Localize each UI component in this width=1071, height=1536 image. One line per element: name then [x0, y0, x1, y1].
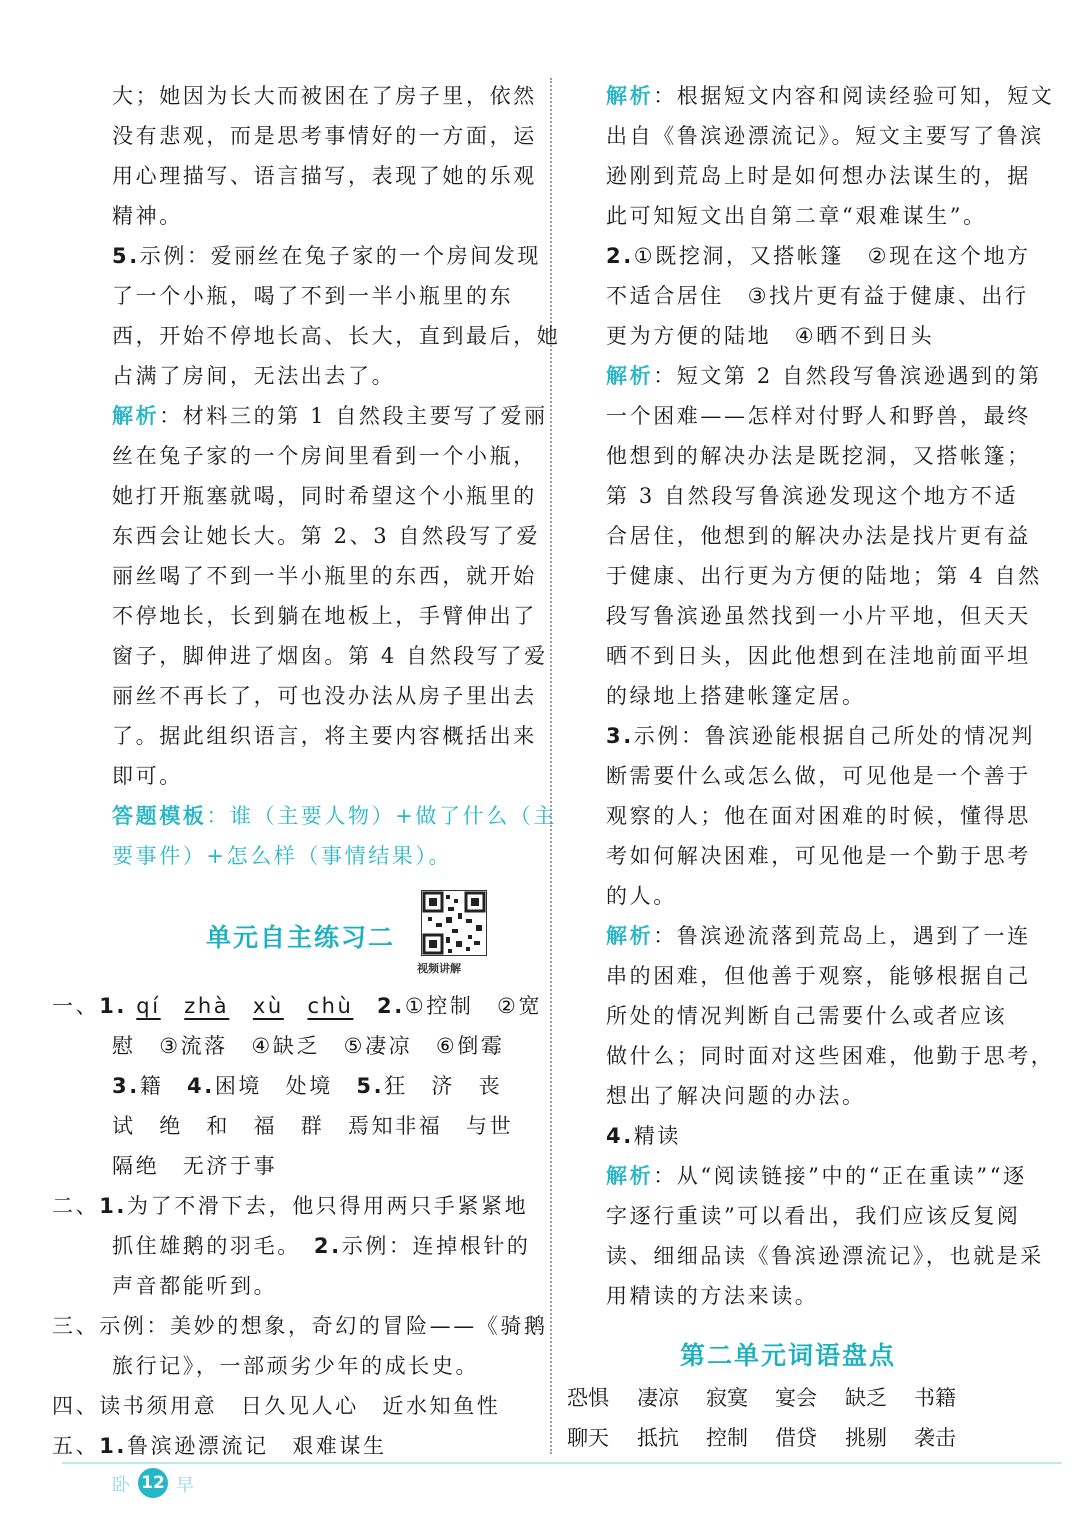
section-5	[52, 1432, 387, 1460]
text-line: 即可。	[112, 764, 183, 788]
pinyin: chù	[307, 994, 354, 1018]
vocab-word: 袭击	[914, 1426, 956, 1450]
section-label: 四、	[52, 1394, 100, 1418]
text-line	[112, 1232, 531, 1260]
answer-text: 鲁滨逊漂流记 艰难谋生	[127, 1434, 387, 1458]
text-line: 试 绝 和 福 群 焉知非福 与世	[112, 1114, 514, 1138]
vocab-word: 抵抗	[637, 1426, 679, 1450]
question-number: 2.	[606, 244, 634, 268]
text-line: 晒不到日头，因此他想到在洼地前面平坦	[606, 644, 1031, 668]
text-line: 读、细细品读《鲁滨逊漂流记》，也就是采	[606, 1244, 1044, 1268]
text-line: 声音都能听到。	[112, 1274, 278, 1298]
text-line: 于健康、出行更为方便的陆地；第 4 自然	[606, 564, 1042, 588]
template-tag: 答题模板	[112, 804, 207, 828]
answer-text: ①既挖洞，又搭帐篷 ②现在这个地方	[633, 244, 1031, 268]
vocab-word: 缺乏	[845, 1386, 887, 1410]
question-number: 5.	[356, 1074, 385, 1098]
text-line: 大；她因为长大而被困在了房子里，依然	[112, 84, 537, 108]
answer-text: 为了不滑下去，他只得用两只手紧紧地	[127, 1194, 529, 1218]
text-line: 她打开瓶塞就喝，同时希望这个小瓶里的	[112, 484, 537, 508]
vocab-word: 书籍	[914, 1386, 956, 1410]
vocab-word: 寂寞	[706, 1386, 748, 1410]
qr-caption: 视频讲解	[417, 962, 461, 975]
text-line: 串的困难，但他善于观察，能够根据自己	[606, 964, 1031, 988]
text-line: 想出了解决问题的办法。	[606, 1084, 866, 1108]
analysis-block	[112, 402, 548, 430]
analysis-tag: 解析	[606, 84, 654, 108]
answer-template	[112, 802, 557, 830]
analysis-text: ：材料三的第 1 自然段主要写了爱丽	[159, 404, 548, 428]
text-line: 隔绝 无济于事	[112, 1154, 278, 1178]
question-number: 5.	[112, 244, 140, 268]
text-line: 窗子，脚伸进了烟囱。第 4 自然段写了爱	[112, 644, 548, 668]
text-line: 此可知短文出自第二章“艰难谋生”。	[606, 204, 987, 228]
text-line: 字逐行重读”可以看出，我们应该反复阅	[606, 1204, 1021, 1228]
template-text: ：谁（主要人物）+做了什么（主	[206, 804, 558, 828]
answer-text: 籍	[139, 1074, 164, 1098]
question-2	[606, 242, 1031, 270]
text-line: 的绿地上搭建帐篷定居。	[606, 684, 866, 708]
text-line: 观察的人；他在面对困难的时候，懂得思	[606, 804, 1031, 828]
text-line: 丝在兔子家的一个房间里看到一个小瓶，	[112, 444, 537, 468]
answer-text: 读书须用意 日久见人心 近水知鱼性	[99, 1394, 501, 1418]
pinyin: qí	[136, 994, 161, 1018]
section-4	[52, 1392, 501, 1420]
text-line: 合居住，他想到的解决办法是找片更有益	[606, 524, 1031, 548]
unit-title: 单元自主练习二	[206, 923, 396, 952]
answer-text: 精读	[633, 1124, 681, 1148]
page-number: 12	[138, 1468, 168, 1498]
text-line: 西，开始不停地长高、长大，直到最后，她	[112, 324, 561, 348]
question-number: 3.	[606, 724, 634, 748]
text-line: 的人。	[606, 884, 677, 908]
text-line: 精神。	[112, 204, 183, 228]
qr-icon	[422, 891, 486, 955]
text-line: 了一个小瓶，喝了不到一半小瓶里的东	[112, 284, 514, 308]
section-label: 二、	[52, 1194, 100, 1218]
text-line: 更为方便的陆地 ④晒不到日头	[606, 324, 935, 348]
pinyin: xù	[252, 994, 284, 1018]
vocab-word: 宴会	[775, 1386, 817, 1410]
answer-text: ①控制 ②宽	[404, 994, 543, 1018]
text-line: 不停地长，长到躺在地板上，手臂伸出了	[112, 604, 537, 628]
text-line: 丽丝喝了不到一半小瓶里的东西，就开始	[112, 564, 537, 588]
analysis-text: ：根据短文内容和阅读经验可知，短文	[653, 84, 1055, 108]
footer-rule	[62, 1462, 1062, 1464]
text-line: 没有悲观，而是思考事情好的一方面，运	[112, 124, 537, 148]
text-line: 东西会让她长大。第 2、3 自然段写了爱	[112, 524, 541, 548]
question-number: 1.	[99, 1434, 127, 1458]
vocab-word: 挑剔	[845, 1426, 887, 1450]
question-number: 2.	[377, 994, 405, 1018]
section-label: 一、	[52, 994, 100, 1018]
answer-text: 示例：爱丽丝在兔子家的一个房间发现	[139, 244, 541, 268]
text-line: 出自《鲁滨逊漂流记》。短文主要写了鲁滨	[606, 124, 1044, 148]
text-line: 慰 ③流落 ④缺乏 ⑤凄凉 ⑥倒霉	[112, 1034, 505, 1058]
section-3	[52, 1312, 548, 1340]
analysis-tag: 解析	[606, 364, 654, 388]
question-number: 4.	[606, 1124, 634, 1148]
text-line: 丽丝不再长了，可也没办法从房子里出去	[112, 684, 537, 708]
analysis-text: ：短文第 2 自然段写鲁滨逊遇到的第	[653, 364, 1042, 388]
analysis-block	[606, 1162, 1027, 1190]
text-line: 逊刚到荒岛上时是如何想办法谋生的，据	[606, 164, 1031, 188]
answer-text: 示例：美妙的想象，奇幻的冒险——《骑鹅	[99, 1314, 548, 1338]
text-line: 段写鲁滨逊虽然找到一小片平地，但天天	[606, 604, 1031, 628]
question-3	[606, 722, 1035, 750]
analysis-block	[606, 82, 1054, 110]
text-line: 不适合居住 ③找片更有益于健康、出行	[606, 284, 1029, 308]
question-5	[112, 242, 541, 270]
analysis-tag: 解析	[606, 924, 654, 948]
text-line: 第 3 自然段写鲁滨逊发现这个地方不适	[606, 484, 1019, 508]
answer-text: 示例：连掉根针的	[341, 1234, 531, 1258]
template-text: 要事件）+怎么样（事情结果）。	[112, 844, 453, 868]
section-2	[52, 1192, 529, 1220]
text-line: 一个困难——怎样对付野人和野兽，最终	[606, 404, 1031, 428]
text-line: 占满了房间，无法出去了。	[112, 364, 396, 388]
vocab-word: 聊天	[567, 1426, 609, 1450]
analysis-text: ：鲁滨逊流落到荒岛上，遇到了一连	[653, 924, 1031, 948]
answer-text: 示例：鲁滨逊能根据自己所处的情况判	[633, 724, 1035, 748]
text-line: 他想到的解决办法是既挖洞，又搭帐篷；	[606, 444, 1031, 468]
analysis-block	[606, 922, 1031, 950]
footer-mark-left: 卧	[112, 1475, 130, 1496]
vocab-word: 凄凉	[637, 1386, 679, 1410]
section-1	[52, 992, 543, 1020]
text-line: 所处的情况判断自己需要什么或者应该	[606, 1004, 1008, 1028]
question-4	[606, 1122, 681, 1150]
analysis-text: ：从“阅读链接”中的“正在重读”“逐	[653, 1164, 1027, 1188]
text-line: 用心理描写、语言描写，表现了她的乐观	[112, 164, 537, 188]
answer-text: 狂 济 丧	[384, 1074, 503, 1098]
pinyin: zhà	[184, 994, 230, 1018]
text-line: 断需要什么或怎么做，可见他是一个善于	[606, 764, 1031, 788]
question-number: 4.	[187, 1074, 215, 1098]
vocab-word: 恐惧	[567, 1386, 609, 1410]
footer-mark-right: 早	[176, 1475, 194, 1496]
text-line: 旅行记》，一部顽劣少年的成长史。	[112, 1354, 480, 1378]
text-line: 做什么；同时面对这些困难，他勤于思考，	[606, 1044, 1055, 1068]
answer-text: 抓住雄鹅的羽毛。	[112, 1234, 291, 1258]
column-divider	[550, 78, 552, 1454]
text-line: 考如何解决困难，可见他是一个勤于思考	[606, 844, 1031, 868]
analysis-tag: 解析	[112, 404, 160, 428]
analysis-block	[606, 362, 1042, 390]
vocab-title: 第二单元词语盘点	[680, 1341, 897, 1370]
answer-text: 困境 处境	[214, 1074, 333, 1098]
text-line: 用精读的方法来读。	[606, 1284, 819, 1308]
section-label: 三、	[52, 1314, 100, 1338]
question-number: 1.	[99, 994, 127, 1018]
question-number: 2.	[313, 1234, 342, 1258]
question-number: 3.	[112, 1074, 140, 1098]
text-line: 了。据此组织语言，将主要内容概括出来	[112, 724, 537, 748]
section-label: 五、	[52, 1434, 100, 1458]
vocab-word: 借贷	[775, 1426, 817, 1450]
qr-code[interactable]	[421, 890, 487, 956]
analysis-tag: 解析	[606, 1164, 654, 1188]
question-number: 1.	[99, 1194, 127, 1218]
vocab-word: 控制	[706, 1426, 748, 1450]
text-line	[112, 1072, 502, 1100]
